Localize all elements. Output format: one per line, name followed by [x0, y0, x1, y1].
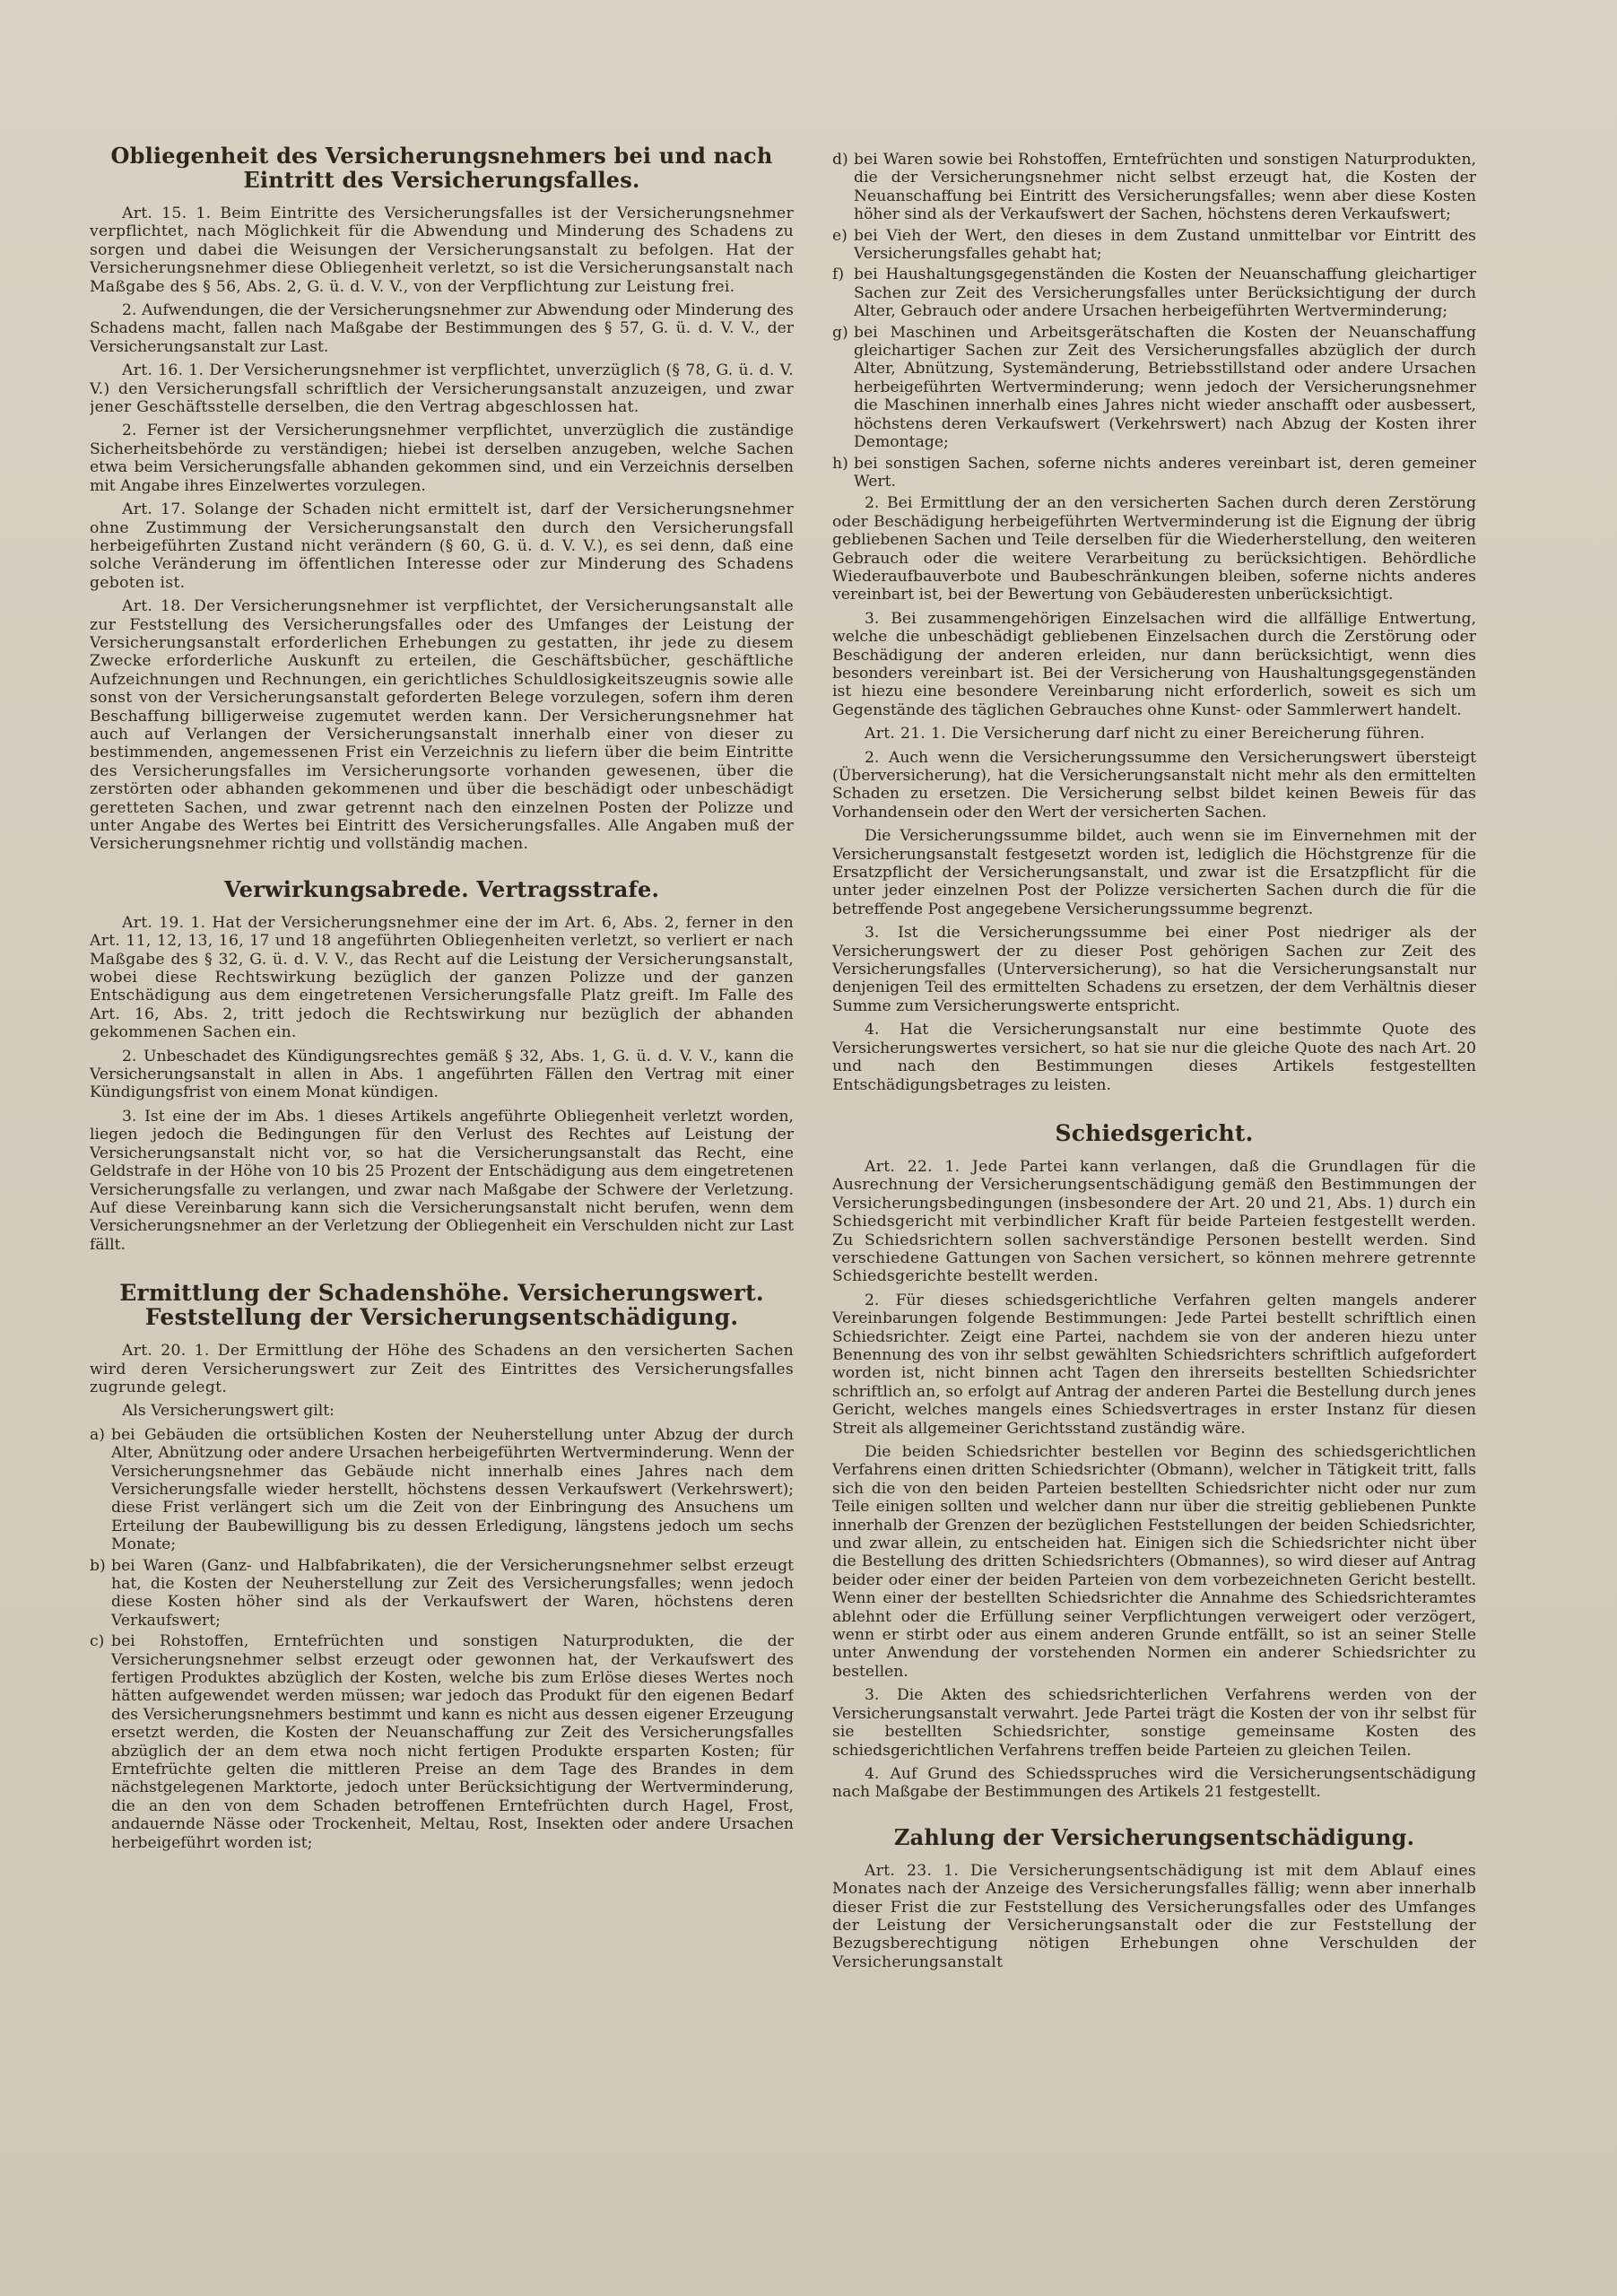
list-item-text: bei Haushaltungsgegenständen die Kosten der Neuanschaffung gleichartiger Sachen zur Zeit des Versicherungsfalles unter Berücksichtigung der durch Alter, Gebrauch oder andere Ursachen herbeigeführten Wertverminderung;	[854, 265, 1476, 321]
list-item	[832, 455, 1476, 491]
paragraph-art19-1: Art. 19. 1. Hat der Versicherungsnehmer eine der im Art. 6, Abs. 2, ferner in den Art. 11, 12, 13, 16, 17 und 18 angeführten Obliegenheiten verletzt, so verliert er nach Maßgabe des § 32, G. ü. d. V. V., das Recht auf die Leistung der Versicherungsanstalt, wobei diese Rechtswirkung bezüglich der ganzen Polizze und der ganzen Entschädigung aus dem eingetretenen Versicherungsfalle Platz greift. Im Falle des Art. 16, Abs. 2, tritt jedoch die Rechtswirkung nur bezüglich der abhanden gekommenen Sachen ein.	[90, 913, 794, 1042]
list-item-text: bei Rohstoffen, Erntefrüchten und sonstigen Naturprodukten, die der Versicherungsnehmer selbst erzeugt oder gewonnen hat, der Verkaufswert des fertigen Produktes abzüglich der Kosten, welche bis zum Erlöse dieses Wertes noch hätten aufgewendet werden müssen; war jedoch das Produkt für den eigenen Bedarf des Versicherungsnehmers bestimmt und kann es nicht aus dessen eigener Erzeugung ersetzt werden, die Kosten der Neuanschaffung zur Zeit des Versicherungsfalles abzüglich der an dem etwa noch nicht fertigen Produkte ersparten Kosten; für Erntefrüchte gelten die mittleren Preise an dem Tage des Brandes in dem nächstgelegenen Marktorte, jedoch unter Berücksichtigung der Wertverminderung, die an den von dem Schaden betroffenen Erntefrüchten durch Hagel, Frost, andauernde Nässe oder Trockenheit, Meltau, Rost, Insekten oder andere Ursachen herbeigeführt worden ist;	[111, 1632, 794, 1852]
paragraph-art21-2: 2. Auch wenn die Versicherungssumme den Versicherungswert übersteigt (Überversicherung), hat die Versicherungsanstalt nicht mehr als den ermittelten Schaden zu ersetzen. Die Versicherung selbst bildet keinen Beweis für das Vorhandensein oder den Wert der versicherten Sachen.	[832, 748, 1476, 822]
paragraph-art22-4: 4. Auf Grund des Schiedsspruches wird die Versicherungsentschädigung nach Maßgabe der Bestimmungen des Artikels 21 festgestellt.	[832, 1764, 1476, 1802]
paragraph-art17: Art. 17. Solange der Schaden nicht ermittelt ist, darf der Versicherungsnehmer ohne Zustimmung der Versicherungsanstalt den durch den Versicherungsfall herbeigeführten Zustand nicht verändern (§ 60, G. ü. d. V. V.), es sei denn, daß eine solche Veränderung im öffentlichen Interesse oder zur Minderung des Schadens geboten ist.	[90, 500, 794, 592]
list-item-label: d)	[832, 151, 848, 169]
list-item	[832, 324, 1476, 452]
paragraph-art19-3: 3. Ist eine der im Abs. 1 dieses Artikels angeführte Obliegenheit verletzt worden, liegen jedoch die Bedingungen für den Verlust des Rechtes auf Leistung der Versicherungsanstalt nicht vor, so hat die Versicherungsanstalt das Recht, eine Geldstrafe in der Höhe von 10 bis 25 Prozent der Entschädigung aus dem eingetretenen Versicherungsfalle zu verlangen, und zwar nach Maßgabe der Schwere der Verletzung. Auf diese Vereinbarung kann sich die Versicherungsanstalt nicht berufen, wenn dem Versicherungsnehmer an der Verletzung der Obliegenheit ein Verschulden nicht zur Last fällt.	[90, 1107, 794, 1254]
paragraph-art18: Art. 18. Der Versicherungsnehmer ist verpflichtet, der Versicherungsanstalt alle zur Feststellung des Versicherungsfalles oder des Umfanges der Leistung der Versicherungsanstalt erforderlichen Erhebungen zu gestatten, ihr jede zu diesem Zwecke erforderliche Auskunft zu erteilen, die Geschäftsbücher, geschäftliche Aufzeichnungen und Rechnungen, ein gerichtliches Schuldlosigkeitszeugnis sowie alle sonst von der Versicherungsanstalt geforderten Belege vorzulegen, sofern ihm deren Beschaffung billigerweise zugemutet werden kann. Der Versicherungsnehmer hat auch auf Verlangen der Versicherungsanstalt innerhalb einer von dieser zu bestimmenden, angemessenen Frist ein Verzeichnis zu liefern über die beim Eintritte des Versicherungsfalles im Versicherungsorte vorhanden gewesenen, über die zerstörten oder abhanden gekommenen und über die beschädigt oder unbeschädigt geretteten Sachen, und zwar getrennt nach den einzelnen Posten der Polizze und unter Angabe des Wertes bei Eintritt des Versicherungsfalles. Alle Angaben muß der Versicherungsnehmer richtig und vollständig machen.	[90, 597, 794, 854]
paragraph-art20-1: Art. 20. 1. Der Ermittlung der Höhe des Schadens an den versicherten Sachen wird deren Versicherungswert zur Zeit des Eintrittes des Versicherungsfalles zugrunde gelegt.	[90, 1342, 794, 1396]
paragraph-art23-1: Art. 23. 1. Die Versicherungsentschädigung ist mit dem Ablauf eines Monates nach der Anzeige des Versicherungsfalles fällig; wenn aber innerhalb dieser Frist die zur Feststellung des Versicherungsfalles oder des Umfanges der Leistung der Versicherungsanstalt oder die zur Feststellung der Bezugsberechtigung nötigen Erhebungen ohne Verschulden der Versicherungsanstalt	[832, 1861, 1476, 1971]
list-item	[832, 151, 1476, 224]
list-item-text: bei Waren (Ganz- und Halbfabrikaten), die der Versicherungsnehmer selbst erzeugt hat, die Kosten der Neuherstellung zur Zeit des Versicherungsfalles; wenn jedoch diese Kosten höher sind als der Verkaufswert der Waren, höchstens deren Verkaufswert;	[111, 1556, 794, 1630]
list-item-text: bei Gebäuden die ortsüblichen Kosten der Neuherstellung unter Abzug der durch Alter, Abnützung oder andere Ursachen herbeigeführten Wertverminderung. Wenn der Versicherungsnehmer das Gebäude nicht innerhalb eines Jahres nach dem Versicherungsfalle wieder herstellt, höchstens dessen Verkaufswert (Verkehrswert); diese Frist verlängert sich um die Zeit von der Einbringung des Ansuchens um Erteilung der Baubewilligung bis zu dessen Erledigung, längstens jedoch um sechs Monate;	[111, 1425, 794, 1554]
list-item	[90, 1557, 794, 1631]
list-item-label: g)	[832, 323, 848, 342]
list-item-text: bei sonstigen Sachen, soferne nichts anderes vereinbart ist, deren gemeiner Wert.	[854, 454, 1476, 491]
paragraph-art21-3: 3. Ist die Versicherungssumme bei einer Post niedriger als der Versicherungswert der zu dieser Post gehörigen Sachen zur Zeit des Versicherungsfalles (Unterversicherung), so hat die Versicherungsanstalt nur denjenigen Teil des ermittelten Schadens zu ersetzen, der dem Verhältnis dieser Summe zum Versicherungswerte entspricht.	[832, 924, 1476, 1015]
list-item-label: e)	[832, 226, 848, 245]
paragraph-art15-1: Art. 15. 1. Beim Eintritte des Versicherungsfalles ist der Versicherungsnehmer verpflichtet, nach Möglichkeit für die Abwendung und Minderung des Schadens zu sorgen und dabei die Weisungen der Versicherungsanstalt zu befolgen. Hat der Versicherungsnehmer diese Obliegenheit verletzt, so ist die Versicherungsanstalt nach Maßgabe des § 56, Abs. 2, G. ü. d. V. V., von der Verpflichtung zur Leistung frei.	[90, 204, 794, 296]
left-column	[90, 144, 794, 2269]
paragraph-art16-2: 2. Ferner ist der Versicherungsnehmer verpflichtet, unverzüglich die zuständige Sicherheitsbehörde zu verständigen; hiebei ist derselben anzugeben, welche Sachen etwa beim Versicherungsfalle abhanden gekommen sind, und ein Verzeichnis derselben mit Angabe ihres Einzelwertes vorzulegen.	[90, 422, 794, 495]
heading-verwirkungsabrede: Verwirkungsabrede. Vertragsstrafe.	[223, 875, 660, 902]
paragraph-art22-3: 3. Die Akten des schiedsrichterlichen Verfahrens werden von der Versicherungsanstalt verwahrt. Jede Partei trägt die Kosten der von ihr selbst für sie bestellten Schiedsrichter, sonstige gemeinsame Kosten des schiedsgerichtlichen Verfahrens treffen beide Parteien zu gleichen Teilen.	[832, 1686, 1476, 1760]
paragraph-art15-2: 2. Aufwendungen, die der Versicherungsnehmer zur Abwendung oder Minderung des Schadens macht, fallen nach Maßgabe der Bestimmungen des § 57, G. ü. d. V. V., der Versicherungsanstalt zur Last.	[90, 301, 794, 356]
list-item-label: a)	[90, 1425, 105, 1444]
right-column	[832, 151, 1476, 2187]
list-item-label: f)	[832, 265, 845, 284]
paragraph-art21-1: Art. 21. 1. Die Versicherung darf nicht zu einer Bereicherung führen.	[865, 725, 1425, 744]
paragraph-art19-2: 2. Unbeschadet des Kündigungsrechtes gemäß § 32, Abs. 1, G. ü. d. V. V., kann die Versicherungsanstalt in allen in Abs. 1 angeführten Fällen den Vertrag mit einer Kündigungsfrist von einem Monat kündigen.	[90, 1047, 794, 1102]
heading-obliegenheit: Obliegenheit des Versicherungsnehmers bei und nach Eintritt des Versicherungsfalles.	[110, 144, 773, 193]
list-item-label: c)	[90, 1632, 105, 1651]
list-item-label: b)	[90, 1556, 106, 1575]
heading-schiedsgericht: Schiedsgericht.	[1055, 1119, 1254, 1146]
paragraph-art20-2: 2. Bei Ermittlung der an den versicherten Sachen durch deren Zerstörung oder Beschädigung herbeigeführten Wertverminderung ist die Eignung der übrig gebliebenen Sachen und Teile derselben für die Wiederherstellung, den weiteren Gebrauch oder die weitere Verarbeitung zu berücksichtigen. Behördliche Wiederaufbauverbote und Baubeschränkungen bleiben, soferne nichts anderes vereinbart ist, bei der Bewertung von Gebäuderesten unberücksichtigt.	[832, 494, 1476, 604]
paragraph-art21-2b: Die Versicherungssumme bildet, auch wenn sie im Einvernehmen mit der Versicherungsanstalt festgesetzt worden ist, lediglich die Höchstgrenze für die Ersatzpflicht der Versicherungsanstalt, und zwar ist die Ersatzpflicht für die unter jeder einzelnen Post der Polizze versicherten Sachen durch die für die betreffende Post angegebene Versicherungssumme begrenzt.	[832, 827, 1476, 918]
list-item-text: bei Waren sowie bei Rohstoffen, Erntefrüchten und sonstigen Naturprodukten, die der Versicherungsnehmer nicht selbst erzeugt hat, die Kosten der Neuanschaffung bei Eintritt des Versicherungsfalles; wenn aber diese Kosten höher sind als der Verkaufswert der Sachen, höchstens deren Verkaufswert;	[854, 151, 1476, 224]
list-versicherungswert-a-c	[90, 1426, 794, 1852]
paragraph-art21-4: 4. Hat die Versicherungsanstalt nur eine bestimmte Quote des Versicherungswertes versichert, so hat sie nur die gleiche Quote des nach Art. 20 und nach den Bestimmungen dieses Artikels festgestellten Entschädigungsbetrages zu leisten.	[832, 1021, 1476, 1094]
paragraph-art22-2: 2. Für dieses schiedsgerichtliche Verfahren gelten mangels anderer Vereinbarungen folgende Bestimmungen: Jede Partei bestellt schriftlich einen Schiedsrichter. Zeigt eine Partei, nachdem sie von der anderen hiezu unter Benennung des von ihr selbst gewählten Schiedsrichters schriftlich aufgefordert worden ist, nicht binnen acht Tagen den ihrerseits bestellten Schiedsrichter schriftlich an, so erfolgt auf Antrag der anderen Partei die Bestellung durch jenes Gericht, welches mangels eines Schiedsvertrages in erster Instanz für diesen Streit als allgemeiner Gerichtsstand zuständig wäre.	[832, 1291, 1476, 1438]
heading-zahlung: Zahlung der Versicherungsentschädigung.	[893, 1823, 1415, 1850]
paragraph-art20-3: 3. Bei zusammengehörigen Einzelsachen wird die allfällige Entwertung, welche die unbeschädigt gebliebenen Einzelsachen durch die Zerstörung oder Beschädigung der anderen erleiden, nur dann berücksichtigt, wenn dies besonders vereinbart ist. Bei der Versicherung von Haushaltungsgegenständen ist hiezu eine besondere Vereinbarung nicht erforderlich, soweit es sich um Gegenstände des täglichen Gebrauches ohne Kunst- oder Sammlerwert handelt.	[832, 609, 1476, 719]
list-item-text: bei Maschinen und Arbeitsgerätschaften die Kosten der Neuanschaffung gleichartiger Sachen zur Zeit des Versicherungsfalles abzüglich der durch Alter, Abnützung, Systemänderung, Betriebsstillstand oder andere Ursachen herbeigeführten Wertverminderung; wenn jedoch der Versicherungsnehmer die Maschinen innerhalb eines Jahres nicht wieder anschafft oder ausbessert, höchstens deren Verkaufswert (Verkehrswert) nach Abzug der Kosten ihrer Demontage;	[854, 323, 1476, 452]
heading-ermittlung: Ermittlung der Schadenshöhe. Versicherungswert. Feststellung der Versicherungsentschädigung.	[119, 1280, 764, 1331]
paragraph-art16-1: Art. 16. 1. Der Versicherungsnehmer ist verpflichtet, unverzüglich (§ 78, G. ü. d. V. V.) den Versicherungsfall schriftlich der Versicherungsanstalt anzuzeigen, und zwar jener Geschäftsstelle derselben, die den Vertrag abgeschlossen hat.	[90, 361, 794, 417]
paragraph-art22-2b: Die beiden Schiedsrichter bestellen vor Beginn des schiedsgerichtlichen Verfahrens einen dritten Schiedsrichter (Obmann), welcher in Tätigkeit tritt, falls sich die von den beiden Parteien bestellten Schiedsrichter nicht oder nur zum Teile einigen sollten und welcher dann nur über die streitig gebliebenen Punkte innerhalb der Grenzen der bezüglichen Feststellungen der beiden Schiedsrichter, und zwar allein, zu entscheiden hat. Einigen sich die Schiedsrichter nicht über die Bestellung des dritten Schiedsrichters (Obmannes), so wird dieser auf Antrag beider oder einer der beiden Parteien von dem vorbezeichneten Gericht bestellt. Wenn einer der bestellten Schiedsrichter die Annahme des Schiedsrichteramtes ablehnt oder die Erfüllung seiner Verpflichtungen verweigert oder verzögert, wenn er stirbt oder aus einem anderen Grunde entfällt, so ist an seiner Stelle unter Anwendung der vorstehenden Normen ein anderer Schiedsrichter zu bestellen.	[832, 1443, 1476, 1681]
list-item	[832, 265, 1476, 320]
list-item-label: h)	[832, 454, 848, 473]
paragraph-art22-1: Art. 22. 1. Jede Partei kann verlangen, daß die Grundlagen für die Ausrechnung der Versicherungsentschädigung gemäß den Bestimmungen der Versicherungsbedingungen (insbesondere der Art. 20 und 21, Abs. 1) durch ein Schiedsgericht mit verbindlicher Kraft für beide Parteien festgestellt werden. Zu Schiedsrichtern sollen sachverständige Personen bestellt werden. Sind verschiedene Gattungen von Sachen versichert, so können mehrere getrennte Schiedsgerichte bestellt werden.	[832, 1157, 1476, 1286]
list-versicherungswert-d-h	[832, 151, 1476, 491]
list-item-text: bei Vieh der Wert, den dieses in dem Zustand unmittelbar vor Eintritt des Versicherungsfalles gehabt hat;	[854, 226, 1476, 264]
paragraph-versicherungswert-gilt: Als Versicherungswert gilt:	[122, 1402, 335, 1421]
list-item	[90, 1426, 794, 1554]
list-item	[90, 1632, 794, 1852]
list-item	[832, 227, 1476, 264]
